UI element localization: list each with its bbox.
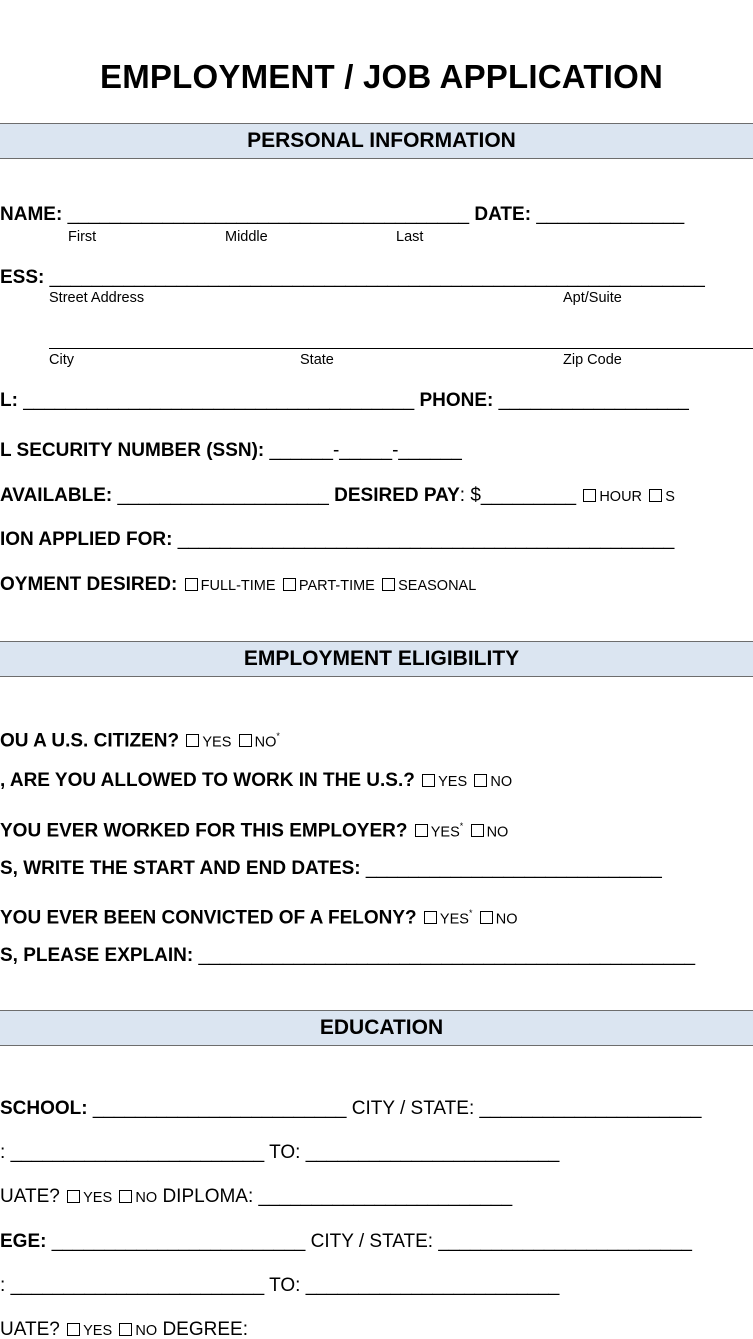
felony-no-checkbox[interactable] bbox=[480, 911, 493, 924]
high-school-field[interactable]: ________________________ bbox=[92, 1098, 347, 1119]
felony-no-option: NO bbox=[495, 911, 518, 928]
dates-field[interactable]: ____________________________ bbox=[365, 858, 662, 879]
city-state-label: CITY / STATE: bbox=[310, 1231, 434, 1252]
address-label: ESS: bbox=[0, 267, 45, 288]
seasonal-option: SEASONAL bbox=[398, 578, 477, 594]
zip-caption: Zip Code bbox=[563, 352, 622, 368]
date-field[interactable]: ______________ bbox=[536, 204, 685, 225]
asterisk: * bbox=[459, 821, 464, 831]
last-caption: Last bbox=[396, 229, 424, 245]
felony-yes-checkbox[interactable] bbox=[424, 911, 437, 924]
citizen-yes-option: YES bbox=[202, 734, 232, 751]
form-title: EMPLOYMENT / JOB APPLICATION bbox=[100, 58, 663, 95]
from-label: : bbox=[0, 1142, 6, 1163]
graduate-yes-checkbox[interactable] bbox=[67, 1190, 80, 1203]
desired-pay-field[interactable]: : $_________ bbox=[459, 485, 577, 506]
allowed-no-option: NO bbox=[490, 774, 513, 790]
graduate-diploma-row bbox=[0, 1186, 512, 1209]
graduate-question: UATE? bbox=[0, 1186, 60, 1207]
to-label: TO: bbox=[269, 1275, 301, 1296]
allowed-row bbox=[0, 770, 512, 793]
college-city-state-field[interactable]: ________________________ bbox=[438, 1231, 692, 1252]
position-field[interactable]: _______________________________________________ bbox=[177, 529, 675, 550]
to-field[interactable]: ________________________ bbox=[305, 1275, 560, 1296]
graduate-question: UATE? bbox=[0, 1319, 60, 1339]
degree-label: DEGREE: bbox=[162, 1319, 248, 1339]
first-caption: First bbox=[68, 229, 97, 245]
address-row bbox=[0, 267, 705, 289]
from-field[interactable]: ________________________ bbox=[10, 1142, 265, 1163]
section-header-personal: PERSONAL INFORMATION bbox=[0, 123, 753, 159]
city-state-zip-field[interactable] bbox=[49, 348, 753, 349]
college-label: EGE: bbox=[0, 1231, 47, 1252]
diploma-field[interactable]: ________________________ bbox=[258, 1186, 513, 1207]
to-label: TO: bbox=[269, 1142, 301, 1163]
college-dates-row bbox=[0, 1275, 559, 1297]
worked-no-checkbox[interactable] bbox=[471, 824, 484, 837]
section-header-education: EDUCATION bbox=[0, 1010, 753, 1046]
graduate-no-option: NO bbox=[135, 1190, 158, 1206]
middle-caption: Middle bbox=[225, 229, 268, 245]
phone-label: PHONE: bbox=[419, 390, 494, 411]
citizen-no-option: NO bbox=[254, 734, 277, 751]
graduate-yes-option: YES bbox=[83, 1323, 113, 1339]
name-label: NAME: bbox=[0, 204, 63, 225]
allowed-yes-option: YES bbox=[438, 774, 468, 790]
salary-checkbox[interactable] bbox=[649, 489, 662, 502]
from-label: : bbox=[0, 1275, 6, 1296]
seasonal-checkbox[interactable] bbox=[382, 578, 395, 591]
citizen-yes-checkbox[interactable] bbox=[186, 734, 199, 747]
name-field[interactable]: ______________________________________ bbox=[67, 204, 470, 225]
graduate-degree-row bbox=[0, 1319, 248, 1339]
ssn-label: L SECURITY NUMBER (SSN): bbox=[0, 440, 265, 461]
diploma-label: DIPLOMA: bbox=[162, 1186, 254, 1207]
email-phone-row bbox=[0, 390, 689, 412]
dates-row bbox=[0, 858, 662, 880]
apt-caption: Apt/Suite bbox=[563, 290, 622, 306]
explain-field[interactable]: _______________________________________________ bbox=[198, 945, 696, 966]
worked-row bbox=[0, 815, 508, 843]
worked-yes-option: YES bbox=[430, 824, 460, 841]
section-header-eligibility: EMPLOYMENT ELIGIBILITY bbox=[0, 641, 753, 677]
availability-pay-row bbox=[0, 485, 675, 508]
from-field[interactable]: ________________________ bbox=[10, 1275, 265, 1296]
high-school-row bbox=[0, 1098, 701, 1120]
name-row bbox=[0, 204, 684, 226]
ssn-field[interactable]: ______-_____-______ bbox=[269, 440, 462, 461]
hour-option: HOUR bbox=[599, 489, 643, 505]
explain-row bbox=[0, 945, 695, 967]
email-label: L: bbox=[0, 390, 18, 411]
state-caption: State bbox=[300, 352, 334, 368]
graduate-no-checkbox[interactable] bbox=[119, 1190, 132, 1203]
allowed-question: , ARE YOU ALLOWED TO WORK IN THE U.S.? bbox=[0, 770, 415, 791]
ssn-row bbox=[0, 440, 462, 462]
college-row bbox=[0, 1231, 692, 1253]
dates-question: S, WRITE THE START AND END DATES: bbox=[0, 858, 361, 879]
worked-yes-checkbox[interactable] bbox=[415, 824, 428, 837]
position-row bbox=[0, 529, 674, 551]
employment-desired-label: OYMENT DESIRED: bbox=[0, 574, 178, 595]
full-time-checkbox[interactable] bbox=[185, 578, 198, 591]
felony-question: YOU EVER BEEN CONVICTED OF A FELONY? bbox=[0, 907, 417, 929]
felony-row bbox=[0, 902, 517, 930]
available-label: AVAILABLE: bbox=[0, 485, 113, 506]
citizen-question: OU A U.S. CITIZEN? bbox=[0, 730, 180, 752]
explain-question: S, PLEASE EXPLAIN: bbox=[0, 945, 194, 966]
phone-field[interactable]: __________________ bbox=[498, 390, 689, 411]
position-label: ION APPLIED FOR: bbox=[0, 529, 173, 550]
street-address-field[interactable]: ______________________________________________________________ bbox=[49, 267, 705, 288]
allowed-yes-checkbox[interactable] bbox=[422, 774, 435, 787]
employment-desired-row bbox=[0, 574, 476, 597]
graduate-yes-checkbox[interactable] bbox=[67, 1323, 80, 1336]
allowed-no-checkbox[interactable] bbox=[474, 774, 487, 787]
citizen-row bbox=[0, 725, 280, 753]
to-field[interactable]: ________________________ bbox=[305, 1142, 560, 1163]
street-caption: Street Address bbox=[49, 290, 145, 306]
felony-yes-option: YES bbox=[439, 911, 469, 928]
salary-option: S bbox=[665, 489, 675, 505]
high-school-dates-row bbox=[0, 1142, 559, 1164]
citizen-no-checkbox[interactable] bbox=[239, 734, 252, 747]
city-state-label: CITY / STATE: bbox=[351, 1098, 475, 1119]
asterisk: * bbox=[276, 731, 280, 741]
college-field[interactable]: ________________________ bbox=[51, 1231, 306, 1252]
hour-checkbox[interactable] bbox=[583, 489, 596, 502]
worked-question: YOU EVER WORKED FOR THIS EMPLOYER? bbox=[0, 820, 408, 842]
graduate-no-option: NO bbox=[135, 1323, 158, 1339]
part-time-checkbox[interactable] bbox=[283, 578, 296, 591]
desired-pay-label: DESIRED PAY bbox=[334, 485, 460, 506]
high-school-label: SCHOOL: bbox=[0, 1098, 88, 1119]
high-school-city-state-field[interactable]: _____________________ bbox=[479, 1098, 702, 1119]
full-time-option: FULL-TIME bbox=[200, 578, 276, 594]
part-time-option: PART-TIME bbox=[298, 578, 375, 594]
graduate-yes-option: YES bbox=[83, 1190, 113, 1206]
email-field[interactable]: _____________________________________ bbox=[23, 390, 415, 411]
available-date-field[interactable]: ____________________ bbox=[117, 485, 329, 506]
date-label: DATE: bbox=[474, 204, 532, 225]
asterisk: * bbox=[468, 908, 473, 918]
city-caption: City bbox=[49, 352, 74, 368]
worked-no-option: NO bbox=[486, 824, 509, 841]
graduate-no-checkbox[interactable] bbox=[119, 1323, 132, 1336]
